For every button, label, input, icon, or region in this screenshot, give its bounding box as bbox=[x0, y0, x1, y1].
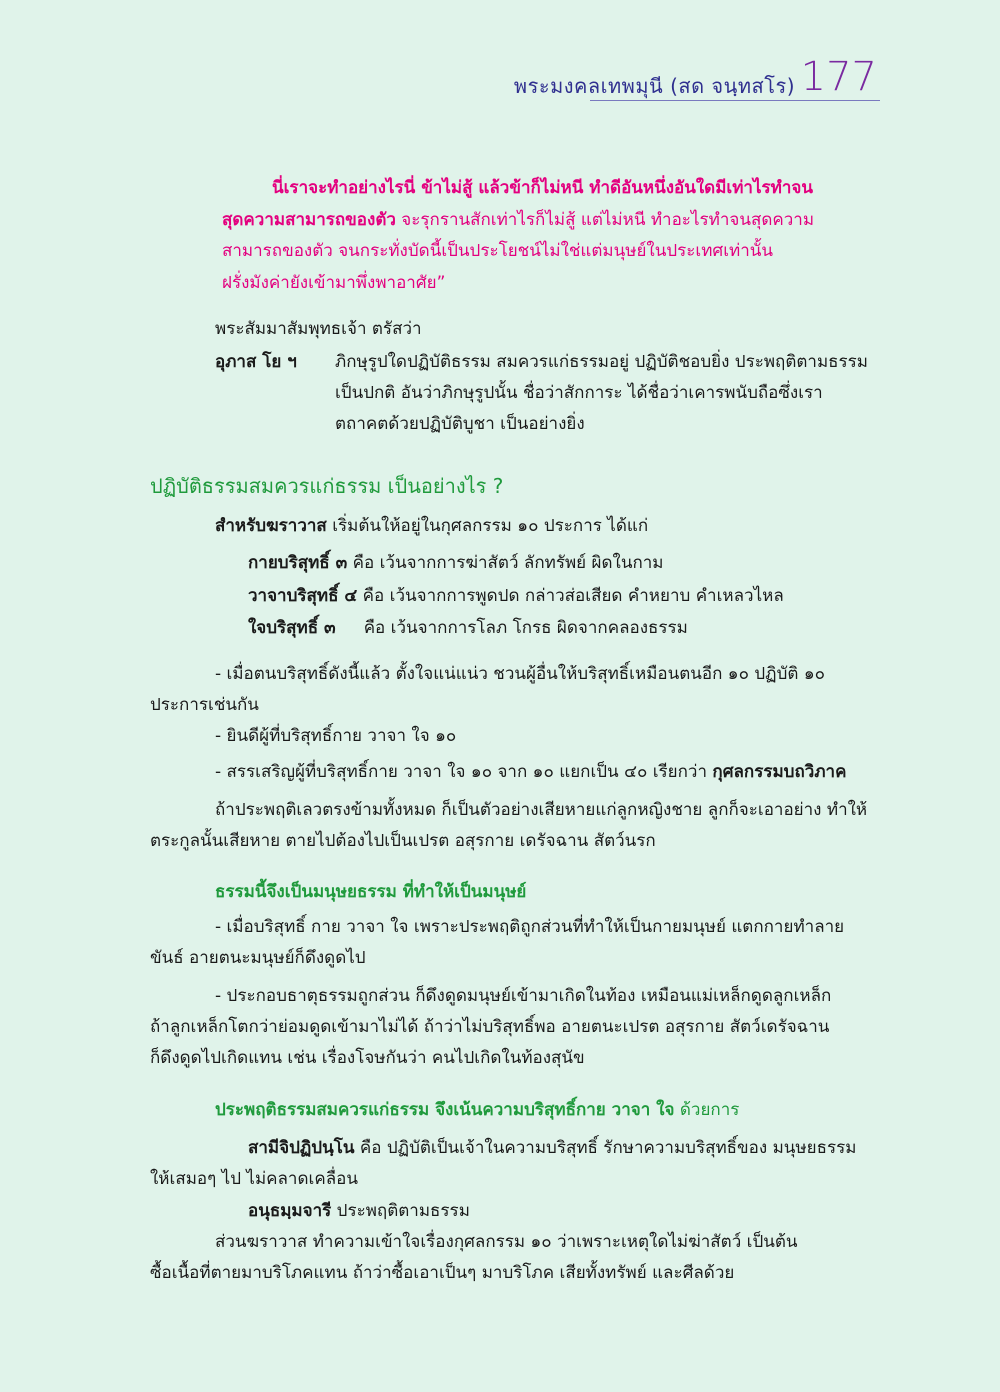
quote-line-1: นี่เราจะทำอย่างไรนี่ ข้าไม่สู้ แล้วข้าก็ไม่หนี ทำดีอันหนึ่งอันใดมีเท่าไรทำจน bbox=[272, 178, 813, 198]
section-heading-3 bbox=[215, 1096, 739, 1123]
section-heading-3-bold: ประพฤติธรรมสมควรแก่ธรรม จึงเน้นความบริสุทธิ์กาย วาจา ใจ bbox=[215, 1100, 675, 1120]
quote-line-2-rest: จะรุกรานสักเท่าไรก็ไม่สู้ แต่ไม่หนี ทำอะไรทำจนสุดความ bbox=[395, 210, 815, 230]
s2-para-2-line-2: ถ้าลูกเหล็กโตกว่าย่อมดูดเข้ามาไม่ได้ ถ้าว่าไม่บริสุทธิ์พอ อายตนะเปรต อสุรกาย สัตว์เดรัจฉาน bbox=[150, 1017, 830, 1037]
speech-purity-bold: วาจาบริสุทธิ์ ๔ bbox=[248, 586, 358, 606]
buddha-line-2: เป็นปกติ อันว่าภิกษุรูปนั้น ชื่อว่าสักการะ ได้ชื่อว่าเคารพนับถือซึ่งเรา bbox=[335, 383, 823, 403]
para-4-line-2: ตระกูลนั้นเสียหาย ตายไปต้องไปเป็นเปรต อสุรกาย เดรัจฉาน สัตว์นรก bbox=[150, 831, 656, 851]
quote-line-4: ฝรั่งมังค่ายังเข้ามาพึ่งพาอาศัย” bbox=[222, 273, 446, 293]
buddha-term: อุภาส โย ฯ bbox=[215, 352, 297, 372]
s3-para-2-rest: ประพฤติตามธรรม bbox=[331, 1201, 470, 1221]
buddha-line-1: ภิกษุรูปใดปฏิบัติธรรม สมควรแก่ธรรมอยู่ ปฏิบัติชอบยิ่ง ประพฤติตามธรรม bbox=[335, 352, 869, 372]
mind-purity-rest: คือ เว้นจากการโลภ โกรธ ผิดจากคลองธรรม bbox=[363, 618, 688, 638]
s3-para-1-rest: คือ ปฏิบัติเป็นเจ้าในความบริสุทธิ์ รักษาความบริสุทธิ์ของ มนุษยธรรม bbox=[354, 1138, 857, 1158]
s3-para-1-line-1 bbox=[248, 1134, 856, 1161]
body-purity bbox=[248, 549, 664, 576]
para-2: - ยินดีผู้ที่บริสุทธิ์กาย วาจา ใจ ๑๐ bbox=[215, 726, 457, 746]
para-1-line-1: - เมื่อตนบริสุทธิ์ดังนี้แล้ว ตั้งใจแน่แน่ว ชวนผู้อื่นให้บริสุทธิ์เหมือนตนอีก ๑๐ ปฏิบัติ ๑๐ bbox=[215, 664, 825, 684]
body-purity-bold: กายบริสุทธิ์ ๓ bbox=[248, 553, 348, 573]
s3-para-3-line-2: ซื้อเนื้อที่ตายมาบริโภคแทน ถ้าว่าซื้อเอาเป็นๆ มาบริโภค เสียทั้งทรัพย์ และศีลด้วย bbox=[150, 1263, 735, 1283]
buddha-intro: พระสัมมาสัมพุทธเจ้า ตรัสว่า bbox=[215, 319, 422, 339]
para-1-line-2: ประการเช่นกัน bbox=[150, 695, 259, 715]
quote-line-3: สามารถของตัว จนกระทั่งบัดนี้เป็นประโยชน์ไม่ใช่แต่มนุษย์ในประเทศเท่านั้น bbox=[222, 241, 774, 261]
mind-purity-bold: ใจบริสุทธิ์ ๓ bbox=[248, 618, 336, 638]
s3-para-3-line-1: ส่วนฆราวาส ทำความเข้าใจเรื่องกุศลกรรม ๑๐ ว่าเพราะเหตุใดไม่ฆ่าสัตว์ เป็นต้น bbox=[215, 1232, 798, 1252]
section-heading-2: ธรรมนี้จึงเป็นมนุษยธรรม ที่ทำให้เป็นมนุษย์ bbox=[215, 882, 527, 902]
quote-line-2 bbox=[222, 206, 814, 233]
s2-para-1-line-1: - เมื่อบริสุทธิ์ กาย วาจา ใจ เพราะประพฤติถูกส่วนที่ทำให้เป็นกายมนุษย์ แตกกายทำลาย bbox=[215, 917, 845, 937]
page-number: 177 bbox=[800, 54, 877, 100]
para-4-line-1: ถ้าประพฤติเลวตรงข้ามทั้งหมด ก็เป็นตัวอย่างเสียหายแก่ลูกหญิงชาย ลูกก็จะเอาอย่าง ทำให้ bbox=[215, 800, 868, 820]
lay-intro-bold: สำหรับฆราวาส bbox=[215, 516, 327, 536]
section-heading-1: ปฏิบัติธรรมสมควรแก่ธรรม เป็นอย่างไร ? bbox=[150, 474, 504, 498]
buddha-line-3: ตถาคตด้วยปฏิบัติบูชา เป็นอย่างยิ่ง bbox=[335, 414, 585, 434]
body-purity-rest: คือ เว้นจากการฆ่าสัตว์ ลักทรัพย์ ผิดในกาม bbox=[347, 553, 664, 573]
s2-para-2-line-1: - ประกอบธาตุธรรมถูกส่วน ก็ดึงดูดมนุษย์เข้ามาเกิดในท้อง เหมือนแม่เหล็กดูดลูกเหล็ก bbox=[215, 986, 832, 1006]
para-3-bold: กุศลกรรมบถวิภาค bbox=[712, 762, 847, 782]
s3-para-2-bold: อนุธมฺมจารี bbox=[248, 1201, 332, 1221]
section-heading-3-rest: ด้วยการ bbox=[674, 1100, 740, 1120]
mind-purity bbox=[248, 614, 688, 641]
para-3 bbox=[215, 758, 846, 785]
header-rule bbox=[590, 100, 880, 101]
s2-para-1-line-2: ขันธ์ อายตนะมนุษย์ก็ดึงดูดไป bbox=[150, 948, 366, 968]
running-header-title: พระมงคลเทพมุนี (สด จนฺทสโร) bbox=[513, 74, 795, 98]
quote-line-2-bold: สุดความสามารถของตัว bbox=[222, 210, 396, 230]
s3-para-1-bold: สามีจิปฏิปนฺโน bbox=[248, 1138, 355, 1158]
speech-purity bbox=[248, 582, 784, 609]
speech-purity-rest: คือ เว้นจากการพูดปด กล่าวส่อเสียด คำหยาบ คำเหลวไหล bbox=[357, 586, 784, 606]
s3-para-1-line-2: ให้เสมอๆ ไป ไม่คลาดเคลื่อน bbox=[150, 1169, 358, 1189]
lay-intro-rest: เริ่มต้นให้อยู่ในกุศลกรรม ๑๐ ประการ ได้แก่ bbox=[326, 516, 649, 536]
lay-intro bbox=[215, 512, 648, 539]
s2-para-2-line-3: ก็ดึงดูดไปเกิดแทน เช่น เรื่องโจษกันว่า คนไปเกิดในท้องสุนัข bbox=[150, 1048, 585, 1068]
para-3-rest: - สรรเสริญผู้ที่บริสุทธิ์กาย วาจา ใจ ๑๐ จาก ๑๐ แยกเป็น ๔๐ เรียกว่า bbox=[215, 762, 713, 782]
s3-para-2 bbox=[248, 1197, 470, 1224]
